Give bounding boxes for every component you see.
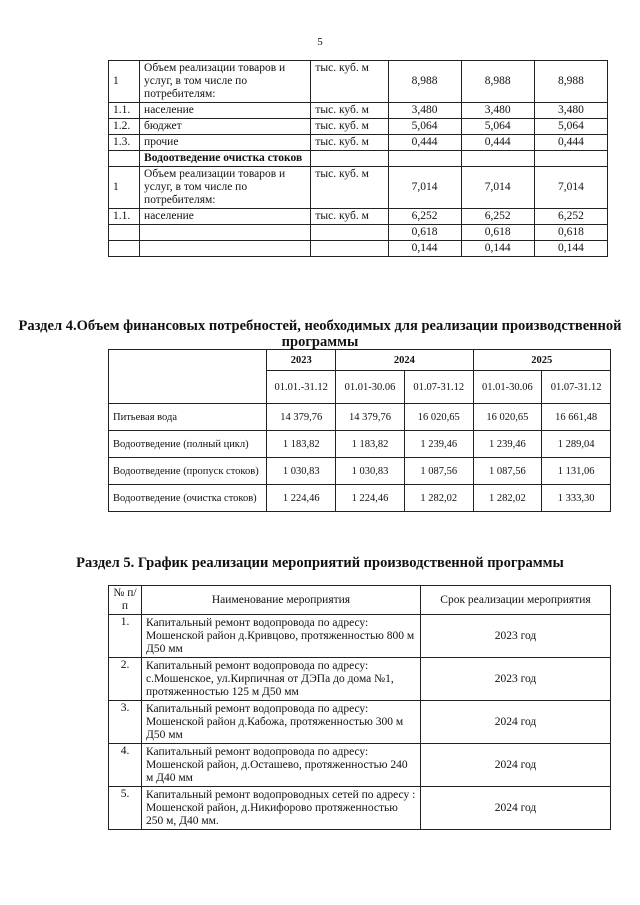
row-value: 14 379,76 [267, 404, 336, 431]
table-row [109, 209, 608, 225]
row-label: Питьевая вода [109, 404, 267, 431]
row-unit [311, 151, 388, 167]
row-unit: тыс. куб. м [311, 103, 388, 119]
row-unit: тыс. куб. м [311, 167, 388, 209]
row-number [109, 225, 140, 241]
row-value: 7,014 [534, 167, 607, 209]
consumption-table [108, 60, 608, 257]
row-number: 1 [109, 61, 140, 103]
row-name: население [140, 103, 311, 119]
row-label: Водоотведение (полный цикл) [109, 431, 267, 458]
row-term: 2023 год [421, 615, 611, 658]
name-header: Наименование мероприятия [142, 586, 421, 615]
row-term: 2024 год [421, 787, 611, 830]
row-value: 1 131,06 [542, 458, 611, 485]
row-number: 1.2. [109, 119, 140, 135]
row-number [109, 241, 140, 257]
row-name: население [140, 209, 311, 225]
row-label: Водоотведение (пропуск стоков) [109, 458, 267, 485]
row-value: 6,252 [388, 209, 461, 225]
table-row [109, 61, 608, 103]
table-row [109, 119, 608, 135]
table-row [109, 404, 611, 431]
period-header: 01.01.-31.12 [267, 371, 336, 404]
table-row [109, 615, 611, 658]
table-row [109, 744, 611, 787]
row-name: бюджет [140, 119, 311, 135]
row-value: 0,618 [461, 225, 534, 241]
row-name: Капитальный ремонт водопровода по адресу: Мошенской район, д.Осташево, протяженностью 240 м Д40 мм [142, 744, 421, 787]
row-value: 3,480 [388, 103, 461, 119]
period-header: 01.07-31.12 [404, 371, 473, 404]
year-header: 2024 [336, 350, 473, 371]
table-row [109, 658, 611, 701]
row-value: 1 239,46 [404, 431, 473, 458]
row-term: 2024 год [421, 701, 611, 744]
period-header: 01.07-31.12 [542, 371, 611, 404]
row-name: Водоотведение очистка стоков [140, 151, 311, 167]
table-row [109, 787, 611, 830]
row-name: Капитальный ремонт водопроводных сетей по адресу : Мошенской район, д.Никифорово протяженностью 250 м, Д40 мм. [142, 787, 421, 830]
row-label: Водоотведение (очистка стоков) [109, 485, 267, 512]
table-row [109, 167, 608, 209]
schedule-table [108, 585, 611, 830]
table-row [109, 135, 608, 151]
table-header-row [109, 586, 611, 615]
table-row [109, 225, 608, 241]
row-value: 5,064 [534, 119, 607, 135]
row-value: 1 030,83 [267, 458, 336, 485]
year-header: 2023 [267, 350, 336, 371]
row-number: 1 [109, 167, 140, 209]
page-number: 5 [317, 36, 323, 48]
row-value: 1 289,04 [542, 431, 611, 458]
term-header: Срок реализации мероприятия [421, 586, 611, 615]
row-number: 1.3. [109, 135, 140, 151]
row-unit [311, 225, 388, 241]
row-unit: тыс. куб. м [311, 209, 388, 225]
row-value: 3,480 [534, 103, 607, 119]
row-term: 2024 год [421, 744, 611, 787]
row-value: 16 661,48 [542, 404, 611, 431]
row-value: 1 224,46 [336, 485, 405, 512]
row-name [140, 241, 311, 257]
row-value: 16 020,65 [404, 404, 473, 431]
row-value: 5,064 [461, 119, 534, 135]
row-value: 0,144 [534, 241, 607, 257]
row-value: 8,988 [388, 61, 461, 103]
table-header-row [109, 350, 611, 371]
row-value: 8,988 [461, 61, 534, 103]
row-name: прочие [140, 135, 311, 151]
table-row [109, 241, 608, 257]
row-value: 1 183,82 [336, 431, 405, 458]
row-name: Капитальный ремонт водопровода по адресу: Мошенской район д.Кабожа, протяженностью 300 м Д50 мм [142, 701, 421, 744]
row-number: 1.1. [109, 103, 140, 119]
row-name: Объем реализации товаров и услуг, в том числе по потребителям: [140, 61, 311, 103]
row-value: 1 282,02 [473, 485, 542, 512]
num-header: № п/п [109, 586, 142, 615]
row-value: 7,014 [461, 167, 534, 209]
row-value: 1 282,02 [404, 485, 473, 512]
row-value: 6,252 [461, 209, 534, 225]
row-unit: тыс. куб. м [311, 135, 388, 151]
row-value: 0,618 [534, 225, 607, 241]
financial-needs-table [108, 349, 611, 512]
row-number: 1. [109, 615, 142, 658]
row-value: 6,252 [534, 209, 607, 225]
row-name: Капитальный ремонт водопровода по адресу: Мошенской район д.Кривцово, протяженностью 800 м Д50 мм [142, 615, 421, 658]
row-value: 3,480 [461, 103, 534, 119]
row-value: 1 333,30 [542, 485, 611, 512]
row-value: 5,064 [388, 119, 461, 135]
period-header: 01.01-30.06 [473, 371, 542, 404]
row-value: 0,444 [388, 135, 461, 151]
table-row [109, 485, 611, 512]
table-row [109, 458, 611, 485]
row-unit [311, 241, 388, 257]
table-row [109, 151, 608, 167]
row-value [388, 151, 461, 167]
row-name: Объем реализации товаров и услуг, в том числе по потребителям: [140, 167, 311, 209]
empty-header-cell [109, 350, 267, 404]
row-value: 8,988 [534, 61, 607, 103]
section-5-title: Раздел 5. График реализации мероприятий производственной программы [76, 555, 564, 571]
row-value: 0,444 [534, 135, 607, 151]
row-value: 16 020,65 [473, 404, 542, 431]
row-value: 1 239,46 [473, 431, 542, 458]
row-value: 14 379,76 [336, 404, 405, 431]
row-value: 0,144 [461, 241, 534, 257]
row-value: 1 087,56 [404, 458, 473, 485]
row-value: 0,144 [388, 241, 461, 257]
row-number [109, 151, 140, 167]
section-4-title: Раздел 4.Объем финансовых потребностей, необходимых для реализации производственной программы [18, 318, 622, 350]
row-number: 2. [109, 658, 142, 701]
row-term: 2023 год [421, 658, 611, 701]
period-header: 01.01-30.06 [336, 371, 405, 404]
row-value [534, 151, 607, 167]
row-value: 1 183,82 [267, 431, 336, 458]
row-number: 3. [109, 701, 142, 744]
row-value: 1 030,83 [336, 458, 405, 485]
row-name [140, 225, 311, 241]
row-unit: тыс. куб. м [311, 119, 388, 135]
row-value: 0,444 [461, 135, 534, 151]
row-name: Капитальный ремонт водопровода по адресу: с.Мошенское, ул.Кирпичная от ДЭПа до дома №1, протяженностью 125 м Д50 мм [142, 658, 421, 701]
row-unit: тыс. куб. м [311, 61, 388, 103]
row-number: 4. [109, 744, 142, 787]
row-value: 0,618 [388, 225, 461, 241]
row-value [461, 151, 534, 167]
table-row [109, 701, 611, 744]
row-value: 1 224,46 [267, 485, 336, 512]
table-row [109, 431, 611, 458]
row-value: 7,014 [388, 167, 461, 209]
row-value: 1 087,56 [473, 458, 542, 485]
row-number: 5. [109, 787, 142, 830]
row-number: 1.1. [109, 209, 140, 225]
table-row [109, 103, 608, 119]
year-header: 2025 [473, 350, 610, 371]
